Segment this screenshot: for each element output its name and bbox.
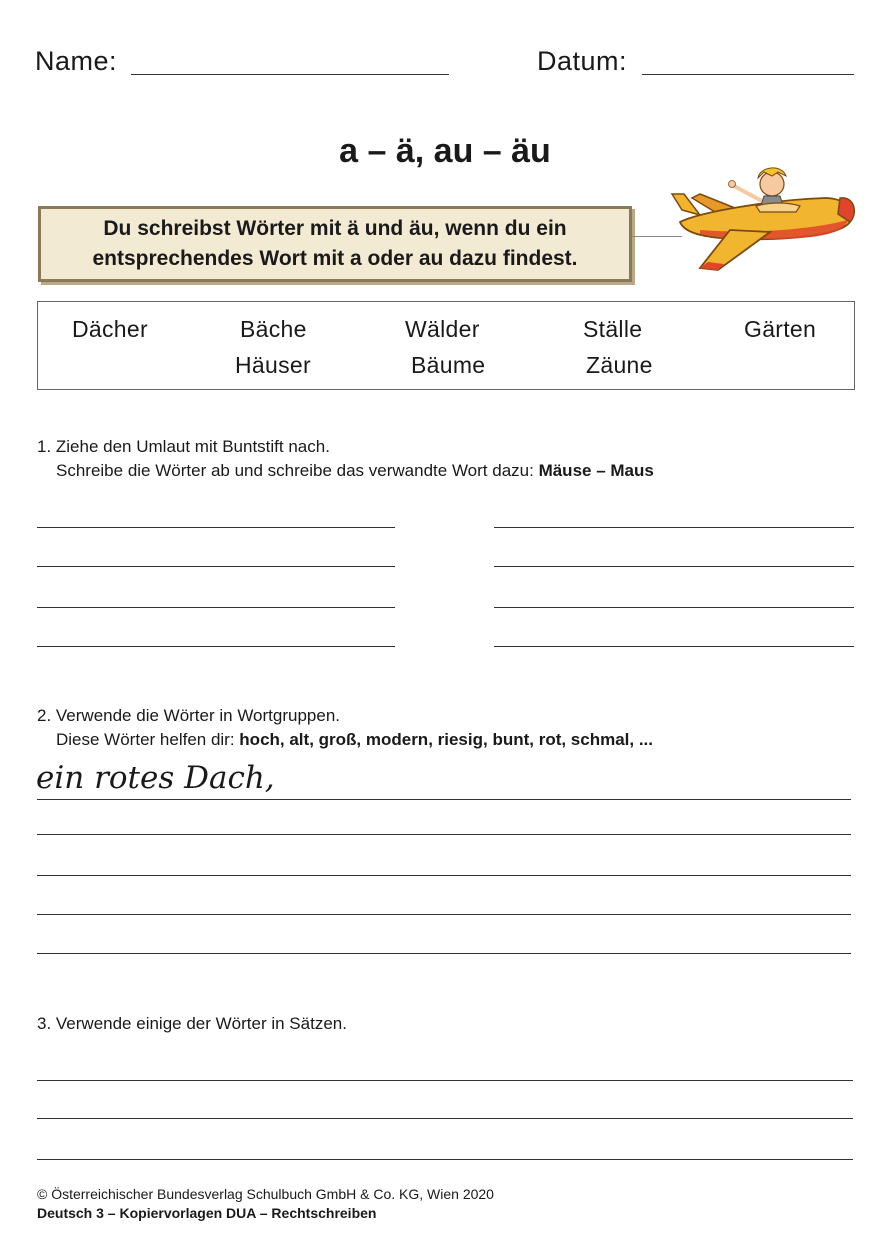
word-item: Ställe <box>583 316 643 342</box>
word-item: Dächer <box>72 316 148 342</box>
answer-line[interactable] <box>37 566 395 567</box>
answer-line[interactable] <box>37 607 395 608</box>
task-2-instructions <box>37 704 653 752</box>
rule-banner <box>38 206 632 282</box>
answer-line[interactable] <box>494 527 854 528</box>
answer-line[interactable] <box>37 1159 853 1160</box>
footer-copyright: © Österreichischer Bundesverlag Schulbuch GmbH & Co. KG, Wien 2020 <box>37 1186 494 1202</box>
answer-line[interactable] <box>37 799 851 800</box>
answer-line[interactable] <box>37 1118 853 1119</box>
task-2-line-2: Diese Wörter helfen dir: <box>56 730 240 749</box>
airplane-icon <box>660 160 860 278</box>
rule-line-1: Du schreibst Wörter mit ä und äu, wenn du ein <box>103 217 567 240</box>
rule-line-2: entsprechendes Wort mit a oder au dazu findest. <box>92 247 578 270</box>
handwritten-example: ein rotes Dach, <box>36 760 275 796</box>
answer-line[interactable] <box>37 1080 853 1081</box>
task-1-line-2: Schreibe die Wörter ab und schreibe das verwandte Wort dazu: <box>56 461 539 480</box>
answer-line[interactable] <box>494 646 854 647</box>
word-item: Häuser <box>235 352 311 378</box>
answer-line[interactable] <box>37 875 851 876</box>
task-3-instructions: 3. Verwende einige der Wörter in Sätzen. <box>37 1014 347 1033</box>
task-1-example: Mäuse – Maus <box>538 461 654 480</box>
task-2-helpers: hoch, alt, groß, modern, riesig, bunt, rot, schmal, ... <box>239 730 654 749</box>
word-item: Gärten <box>744 316 817 342</box>
answer-line[interactable] <box>37 914 851 915</box>
answer-line[interactable] <box>494 607 854 608</box>
answer-line[interactable] <box>37 527 395 528</box>
page-title: a – ä, au – äu <box>339 132 551 170</box>
word-item: Bäume <box>411 352 486 378</box>
task-2-line-1: 2. Verwende die Wörter in Wortgruppen. <box>37 706 341 725</box>
answer-line[interactable] <box>37 953 851 954</box>
footer-series: Deutsch 3 – Kopiervorlagen DUA – Rechtschreiben <box>37 1205 377 1221</box>
date-label: Datum: <box>537 46 628 76</box>
word-box <box>37 301 855 390</box>
answer-line[interactable] <box>494 566 854 567</box>
name-input-line[interactable] <box>131 74 449 75</box>
answer-line[interactable] <box>37 646 395 647</box>
answer-line[interactable] <box>37 834 851 835</box>
name-label: Name: <box>35 46 118 76</box>
word-item: Wälder <box>405 316 480 342</box>
word-item: Bäche <box>240 316 307 342</box>
word-item: Zäune <box>586 352 653 378</box>
date-input-line[interactable] <box>642 74 854 75</box>
task-1-instructions <box>37 435 654 483</box>
task-1-line-1: 1. Ziehe den Umlaut mit Buntstift nach. <box>37 437 330 456</box>
